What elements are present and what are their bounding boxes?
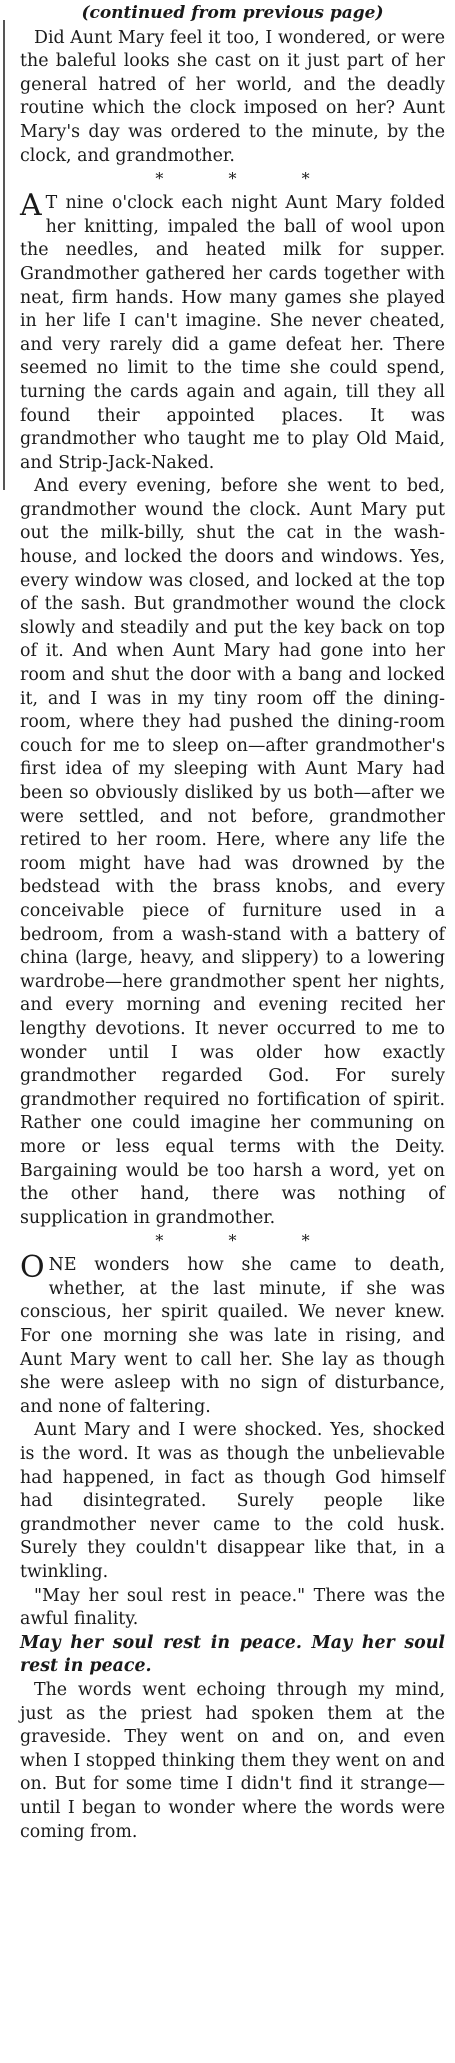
paragraph	[20, 1250, 445, 1419]
continued-note: (continued from previous page)	[81, 3, 384, 23]
column-rule	[3, 20, 5, 490]
lead-in: T	[45, 193, 58, 214]
lead-in: NE	[48, 1255, 77, 1276]
italic-paragraph: May her soul rest in peace. May her soul rest in peace.	[20, 1632, 445, 1677]
drop-cap: A	[20, 188, 42, 224]
section-divider: * * *	[155, 1231, 340, 1251]
paragraph: Did Aunt Mary feel it too, I wondered, or were the baleful looks she cast on it just part of her general hatred of her world, and the deadly routine which the clock imposed on her? Aunt Mary's day was ordered to the minute, by the clock, and grandmother.	[20, 27, 445, 166]
drop-cap: O	[20, 1250, 45, 1286]
paragraph: Aunt Mary and I were shocked. Yes, shocked is the word. It was as though the unbelievable had happened, in fact as though God himself had disintegrated. Surely people like grandmother never came to the cold husk. Surely they couldn't disappear like that, in a twinkling.	[20, 1420, 445, 1582]
paragraph-text: wonders how she came to death, whether, at the last minute, if she was conscious, her spirit quailed. We never knew. For one morning she was late in rising, and Aunt Mary went to call her. She lay as though she were asleep with no sign of disturbance, and none of faltering.	[20, 1255, 445, 1417]
paragraph: And every evening, before she went to bed, grandmother wound the clock. Aunt Mary put out the milk-billy, shut the cat in the wash-house, and locked the doors and windows. Yes, every window was closed, and locked at the top of the sash. But grandmother wound the clock slowly and steadily and put the key back on top of it. And when Aunt Mary had gone into her room and shut the door with a bang and locked it, and I was in my tiny room off the dining-room, where they had pushed the dining-room couch for me to sleep on—after grandmother's first idea of my sleeping with Aunt Mary had been so obviously disliked by us both—after we were settled, and not before, grandmother retired to her room. Here, where any life the room might have had was drowned by the bedstead with the brass knobs, and every conceivable piece of furniture used in a bedroom, from a wash-stand with a battery of china (large, heavy, and slippery) to a lowering wardrobe—here grandmother spent her nights, and every morning and evening recited her lengthy devotions. It never occurred to me to wonder until I was older how exactly grandmother regarded God. For surely grandmother required no fortification of spirit. Rather one could imagine her communing on more or less equal terms with the Deity. Bargaining would be too harsh a word, yet on the other hand, there was nothing of supplication in grandmother.	[20, 476, 445, 1228]
section-divider: * * *	[155, 169, 340, 189]
paragraph: The words went echoing through my mind, just as the priest had spoken them at the graveside. They went on and on, and even when I stopped thinking them they went on and on. But for some time I didn't find it strange—until I began to wonder where the words were coming from.	[20, 1679, 445, 1842]
paragraph-text: nine o'clock each night Aunt Mary folded her knitting, impaled the ball of wool upon the needles, and heated milk for supper. Grandmother gathered her cards together with neat, firm hands. How many games she played in her life I can't imagine. She never cheated, and very rarely did a game defeat her. There seemed no limit to the time she could spend, turning the cards again and again, till they all found their appointed places. It was grandmother who taught me to play Old Maid, and Strip-Jack-Naked.	[20, 193, 445, 473]
paragraph: "May her soul rest in peace." There was the awful finality.	[20, 1585, 445, 1630]
article-column	[20, 2, 445, 1844]
paragraph	[20, 188, 445, 475]
